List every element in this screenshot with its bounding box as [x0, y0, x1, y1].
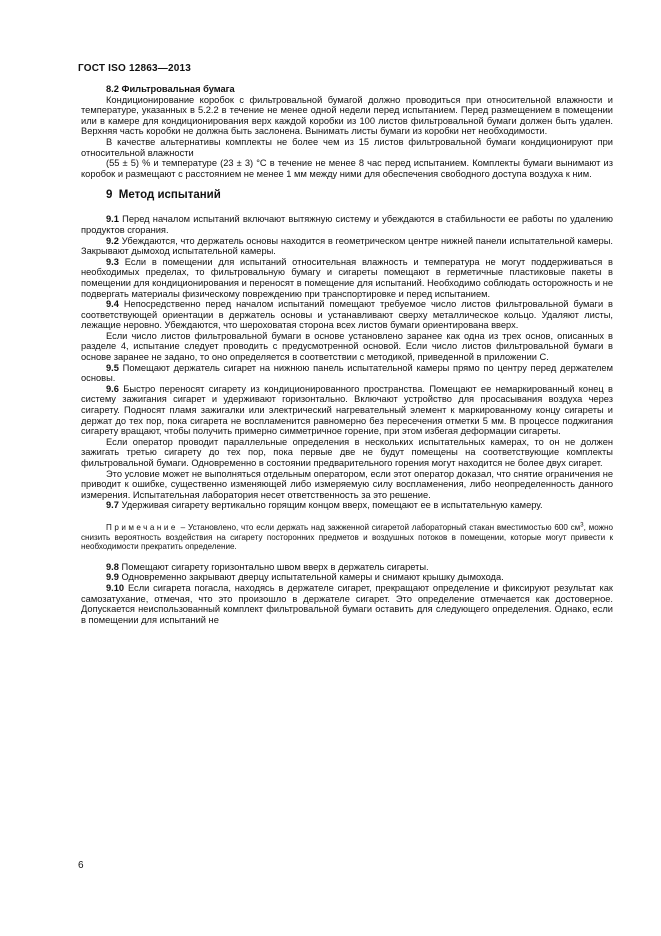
- paragraph-9-3: [81, 257, 613, 299]
- paragraph-9-6-condition: Это условие может не выполняться отдельным оператором, если этот оператор доказал, что снятие ограничения не приводит к ошибке, существенно изменяющей либо измеряемую силу воспламенения, либо неопределенность данного измерения. Испытательная лаборатория несет ответственность за это решение.: [81, 468, 613, 500]
- paragraph-9-1: [81, 214, 613, 235]
- clause-number: 9.1: [106, 214, 119, 225]
- clause-text: Помещают держатель сигарет на нижнюю панель испытательной камеры прямо по центру перед держателем основы.: [81, 362, 613, 384]
- clause-number: 9.4: [106, 299, 119, 310]
- section-9-title: [106, 189, 613, 202]
- paragraph-8-2-conditioning: Кондиционирование коробок с фильтровальной бумагой должно проводиться при относительной влажности и температуре, указанных в 5.2.2 в течение не менее одной недели перед испытанием. Перед размещением в помещении или в камере для кондиционирования верх каждой коробки из 100 листов фильтровальной бумаги должен быть удален. Верхняя часть коробки не должна быть заслонена. Вынимать листы бумаги из коробки нет необходимости.: [81, 94, 613, 137]
- clause-number: 9.10: [106, 582, 125, 593]
- paragraph-9-7: [81, 500, 613, 511]
- clause-text: Если в помещении для испытаний относительная влажность и температура не могут поддерживаться в необходимых пределах, то фильтровальную бумагу и сигареты помещают в герметичные пластиковые пакеты в помещении для кондиционирования и переносят в помещение для испытаний. Необходимо соблюдать осторожность и не подвергать материалы физическому повреждению при транспортировке и перед испытанием.: [81, 256, 613, 299]
- clause-number: 9.3: [106, 256, 119, 267]
- clause-number: 9.6: [106, 383, 119, 394]
- subsection-8-2-heading: Фильтровальная бумага: [121, 84, 235, 94]
- page-number: 6: [78, 860, 84, 871]
- clause-text: Удерживая сигарету вертикально горящим концом вверх, помещают ее в испытательную камеру.: [121, 500, 543, 511]
- paragraph-9-4: [81, 299, 613, 331]
- clause-number: 9.7: [106, 500, 119, 511]
- subsection-8-2-title: [106, 84, 613, 95]
- subsection-8-2-number: 8.2: [106, 84, 119, 94]
- clause-text: Перед началом испытаний включают вытяжную систему и убеждаются в стабильности ее работы по удалению продуктов сгорания.: [81, 214, 613, 235]
- section-9-heading: Метод испытаний: [118, 189, 221, 202]
- clause-number: 9.2: [106, 235, 119, 246]
- note-text-before: – Установлено, что если держать над зажженной сигаретой лабораторный стакан вместимостью 600 см: [177, 522, 581, 532]
- paragraph-8-2-alternative: В качестве альтернативы комплекты не более чем из 15 листов фильтровальной бумаги кондиционируют при относительной влажности: [81, 136, 613, 158]
- clause-text: Убеждаются, что держатель основы находится в геометрическом центре нижней панели испытательной камеры. Закрывают дымоход испытательной камеры.: [81, 235, 613, 257]
- clause-text: Быстро переносят сигарету из кондиционированного пространства. Помещают ее немаркированный конец в систему зажигания сигарет и удерживают горизонтально. Включают устройство для просасывания воздуха через сигарету. Подносят пламя зажигалки или электрический нагревательный элемент к маркированному концу сигареты и держат до тех пор, пока сигарета не воспламенится равномерно без пересечения отметки 5 мм. В процессе поджигания сигарету вращают, чтобы получить примерно симметричное горение, при этом избегая деформации сигареты.: [81, 383, 613, 437]
- clause-text: Непосредственно перед началом испытаний помещают требуемое число листов фильтровальной бумаги в соответствующей ориентации в держатель основы и устанавливают сверху металлическое кольцо. Удаляют листы, лежащие неровно. Убеждаются, что шероховатая сторона всех листов бумаги ориентирована вверх.: [81, 299, 613, 331]
- section-9-number: 9: [106, 189, 113, 202]
- clause-number: 9.5: [106, 362, 119, 373]
- note-label: Примечание: [106, 522, 178, 532]
- page-content: [81, 84, 613, 625]
- paragraph-9-5: [81, 363, 613, 384]
- paragraph-9-10: [81, 583, 613, 625]
- note-text-after: , можно снизить вероятность воздействия на сигарету посторонних предметов и воздушных потоков в помещении, которые могут привести к необходимости прекратить определение.: [81, 522, 613, 552]
- paragraph-9-9: [81, 572, 613, 583]
- note-superscript: 3: [580, 522, 584, 529]
- paragraph-8-2-humidity: (55 ± 5) % и температуре (23 ± 3) °С в течение не менее 8 час перед испытанием. Комплекты бумаги вынимают из коробок и размещают с расстоянием не менее 1 мм между ними для обеспечения свободного доступа воздуха к ним.: [81, 158, 613, 179]
- paragraph-9-6: [81, 384, 613, 437]
- paragraph-9-6-parallel: Если оператор проводит параллельные определения в нескольких испытательных камерах, то он не должен зажигать третью сигарету до тех пор, пока первые две не будут помещены на соответствующие комплекты фильтровальной бумаги. Одновременно в состоянии предварительного горения могут находится не более двух сигарет.: [81, 436, 613, 468]
- paragraph-9-4-continued: Если число листов фильтровальной бумаги в основе установлено заранее как одна из трех основ, описанных в разделе 4, испытание следует проводить с предусмотренной основой. Если число листов фильтровальной бумаги в основе заранее не задано, то оно определяется в соответствии с методикой, приведенной в приложении С.: [81, 330, 613, 363]
- clause-number: 9.9: [106, 572, 119, 583]
- clause-text: Одновременно закрывают дверцу испытательной камеры и снимают крышку дымохода.: [121, 572, 504, 583]
- clause-text: Если сигарета погасла, находясь в держателе сигарет, прекращают определение и фиксируют результат как самозатухание, отмечая, что это произошло в держателе сигарет. Это определение отмечается как достоверное. Допускается неиспользованный комплект фильтровальной бумаги оставить для следующего определения. Однако, если в помещении для испытаний не: [81, 582, 613, 625]
- paragraph-9-8: [81, 562, 613, 573]
- document-header: ГОСТ ISO 12863—2013: [78, 63, 192, 74]
- clause-text: Помещают сигарету горизонтально швом вверх в держатель сигареты.: [121, 561, 429, 572]
- note-paragraph: [81, 523, 613, 552]
- clause-number: 9.8: [106, 561, 119, 572]
- paragraph-9-2: [81, 236, 613, 257]
